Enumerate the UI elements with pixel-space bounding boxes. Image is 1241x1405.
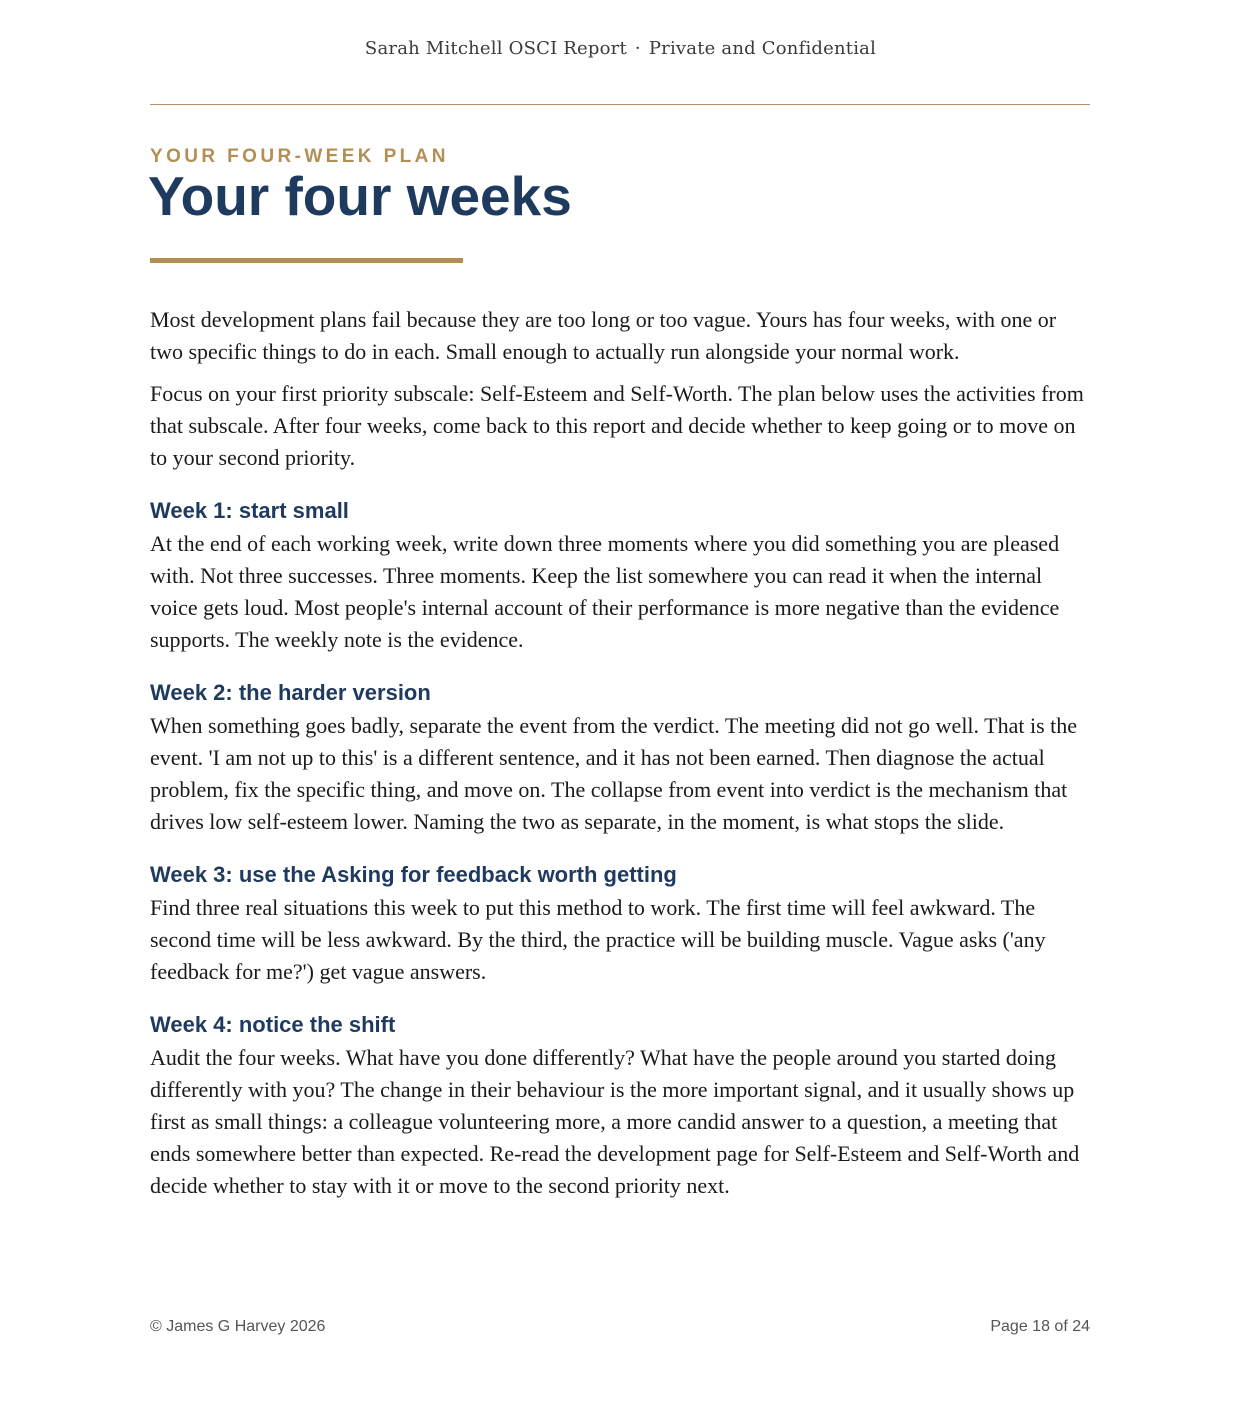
header-separator: ·	[634, 38, 641, 59]
title-underline	[150, 258, 463, 263]
week-3-heading: Week 3: use the Asking for feedback worth getting	[150, 862, 677, 887]
week-2-heading: Week 2: the harder version	[150, 680, 431, 705]
week-1-body: At the end of each working week, write down three moments where you did something you are pleased with. Not three successes. Three moments. Keep the list somewhere you can read it when the internal voice gets loud. Most people's internal account of their performance is more negative than the evidence supports. The weekly note is the evidence.	[150, 531, 1060, 652]
section-eyebrow: YOUR FOUR-WEEK PLAN	[150, 146, 449, 167]
intro-paragraph: Most development plans fail because they are too long or too vague. Yours has four weeks, with one or two specific things to do in each. Small enough to actually run alongside your normal work.	[150, 307, 1057, 364]
footer-copyright: © James G Harvey 2026	[150, 1318, 326, 1335]
confidentiality-label: Private and Confidential	[648, 38, 877, 59]
week-1-heading: Week 1: start small	[150, 498, 349, 523]
report-title: Sarah Mitchell OSCI Report	[364, 38, 627, 59]
running-header	[0, 38, 1241, 59]
week-3-body: Find three real situations this week to put this method to work. The first time will feel awkward. The second time will be less awkward. By the third, the practice will be building muscle. Vague asks ('any feedback for me?') get vague answers.	[150, 895, 1046, 984]
footer-page-number: Page 18 of 24	[990, 1318, 1090, 1335]
week-2-body: When something goes badly, separate the event from the verdict. The meeting did not go well. That is the event. 'I am not up to this' is a different sentence, and it has not been earned. Then diagnose the actual problem, fix the specific thing, and move on. The collapse from event into verdict is the mechanism that drives low self-esteem lower. Naming the two as separate, in the moment, is what stops the slide.	[150, 713, 1078, 834]
week-4-body: Audit the four weeks. What have you done differently? What have the people around you started doing differently with you? The change in their behaviour is the more important signal, and it usually shows up first as small things: a colleague volunteering more, a more candid answer to a question, a meeting that ends somewhere better than expected. Re-read the development page for Self-Esteem and Self-Worth and decide whether to stay with it or move to the second priority next.	[150, 1045, 1080, 1198]
header-divider	[150, 104, 1090, 105]
main-content	[150, 304, 1090, 1212]
page-title: Your four weeks	[148, 165, 572, 227]
week-4-heading: Week 4: notice the shift	[150, 1012, 396, 1037]
intro-paragraph: Focus on your first priority subscale: Self-Esteem and Self-Worth. The plan below uses the activities from that subscale. After four weeks, come back to this report and decide whether to keep going or to move on to your second priority.	[150, 381, 1084, 470]
